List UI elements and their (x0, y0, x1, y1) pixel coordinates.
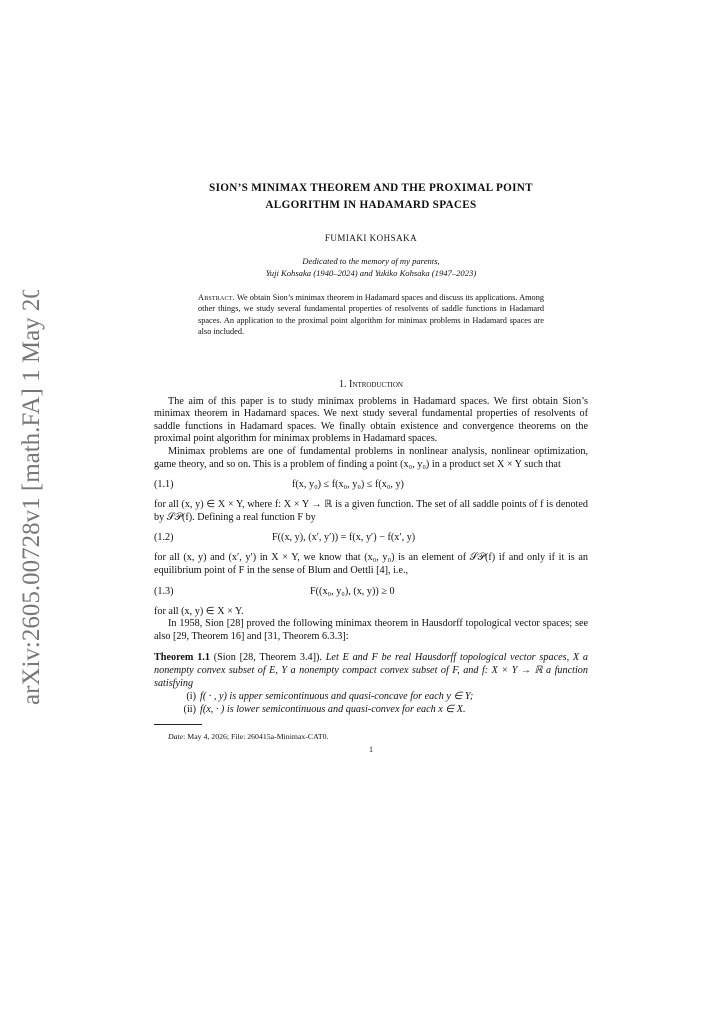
paper-page (154, 180, 588, 754)
condition-text: f( · , y) is upper semicontinuous and quasi-concave for each y ∈ Y; (200, 691, 474, 703)
section-number: 1. (339, 378, 347, 390)
dedication (154, 256, 588, 279)
section-title: Introduction (349, 378, 403, 390)
paper-title (154, 180, 588, 214)
title-line-2: ALGORITHM IN HADAMARD SPACES (265, 199, 477, 211)
footnote-text: : May 4, 2026; File: 260415a-Minimax-CAT0. (183, 731, 329, 741)
footnote-label: Date (168, 731, 184, 741)
theorem-label: Theorem 1.1 (154, 652, 210, 664)
equation-number: (1.3) (154, 585, 174, 597)
date-footnote (168, 732, 588, 741)
dedication-line-2: Yuji Kohsaka (1940–2024) and Yukiko Kohsaka (1947–2023) (265, 267, 477, 278)
equation-number: (1.2) (154, 532, 174, 544)
section-heading (154, 379, 588, 390)
intro-paragraph-4: for all (x, y) and (x′, y′) in X × Y, we know that (x₀, y₀) is an element of 𝒮𝒫(f) if and only if it is an equilibrium point of F in the sense of Blum and Oettli [4], i.e., (154, 552, 588, 576)
title-line-1: SION’S MINIMAX THEOREM AND THE PROXIMAL POINT (209, 182, 533, 194)
arxiv-id-text: arXiv:2605.00728v1 [math.FA] 1 May 2026 (18, 290, 45, 705)
intro-paragraph-3: for all (x, y) ∈ X × Y, where f: X × Y → ℝ is a given function. The set of all saddle points of f is denoted by 𝒮𝒫(f). Defining a real function F by (154, 499, 588, 523)
abstract-label: Abstract. (198, 293, 235, 302)
condition-tag: (i) (186, 691, 196, 703)
page-number: 1 (369, 744, 373, 754)
intro-paragraph-6: In 1958, Sion [28] proved the following minimax theorem in Hausdorff topological vector spaces; see also [29, Theorem 16] and [31, Theorem 6.3.3]: (154, 618, 588, 642)
intro-paragraph-2: Minimax problems are one of fundamental problems in nonlinear analysis, nonlinear optimization, game theory, and so on. This is a problem of finding a point (x₀, y₀) in a product set X × Y such that (154, 446, 588, 470)
equation-1-1 (154, 479, 588, 491)
equation-1-2 (154, 532, 588, 544)
author-name: FUMIAKI KOHSAKA (324, 233, 418, 243)
abstract-text: We obtain Sion’s minimax theorem in Hadamard spaces and discuss its applications. Among other things, we study several fundamental properties of resolvents of saddle functions in Hadamard spaces. An application to the proximal point algorithm for minimax problems in Hadamard spaces are also included. (198, 293, 544, 337)
dedication-line-1: Dedicated to the memory of my parents, (302, 256, 440, 266)
theorem-conditions (174, 691, 588, 716)
condition-item (174, 704, 588, 716)
theorem-1-1 (154, 652, 588, 690)
footnote-rule (154, 724, 202, 725)
condition-item (174, 691, 588, 703)
equation-body: f(x, y₀) ≤ f(x₀, y₀) ≤ f(x₀, y) (292, 479, 404, 491)
abstract (198, 292, 544, 338)
equation-body: F((x₀, y₀), (x, y)) ≥ 0 (310, 585, 395, 597)
arxiv-watermark (10, 290, 50, 710)
intro-paragraph-1: The aim of this paper is to study minimax problems in Hadamard spaces. We first obtain Sion’s minimax theorem in Hadamard spaces. We next study several fundamental properties of resolvents of saddle functions in Hadamard spaces. We finally obtain existence and convergence theorems on the proximal point algorithm for minimax problems in Hadamard spaces. (154, 395, 588, 445)
equation-number: (1.1) (154, 479, 174, 491)
condition-text: f(x, · ) is lower semicontinuous and quasi-convex for each x ∈ X. (200, 703, 466, 715)
theorem-citation: (Sion [28, Theorem 3.4]). (213, 652, 322, 664)
intro-paragraph-5: for all (x, y) ∈ X × Y. (154, 605, 244, 617)
condition-tag: (ii) (183, 703, 196, 715)
equation-body: F((x, y), (x′, y′)) = f(x, y′) − f(x′, y) (272, 532, 416, 544)
theorem-statement: Let E and F be real Hausdorff topological vector spaces, X a nonempty convex subset of E, Y a nonempty compact convex subset of F, and f: X × Y → ℝ a function satisfying (154, 652, 589, 689)
equation-1-3 (154, 586, 588, 598)
